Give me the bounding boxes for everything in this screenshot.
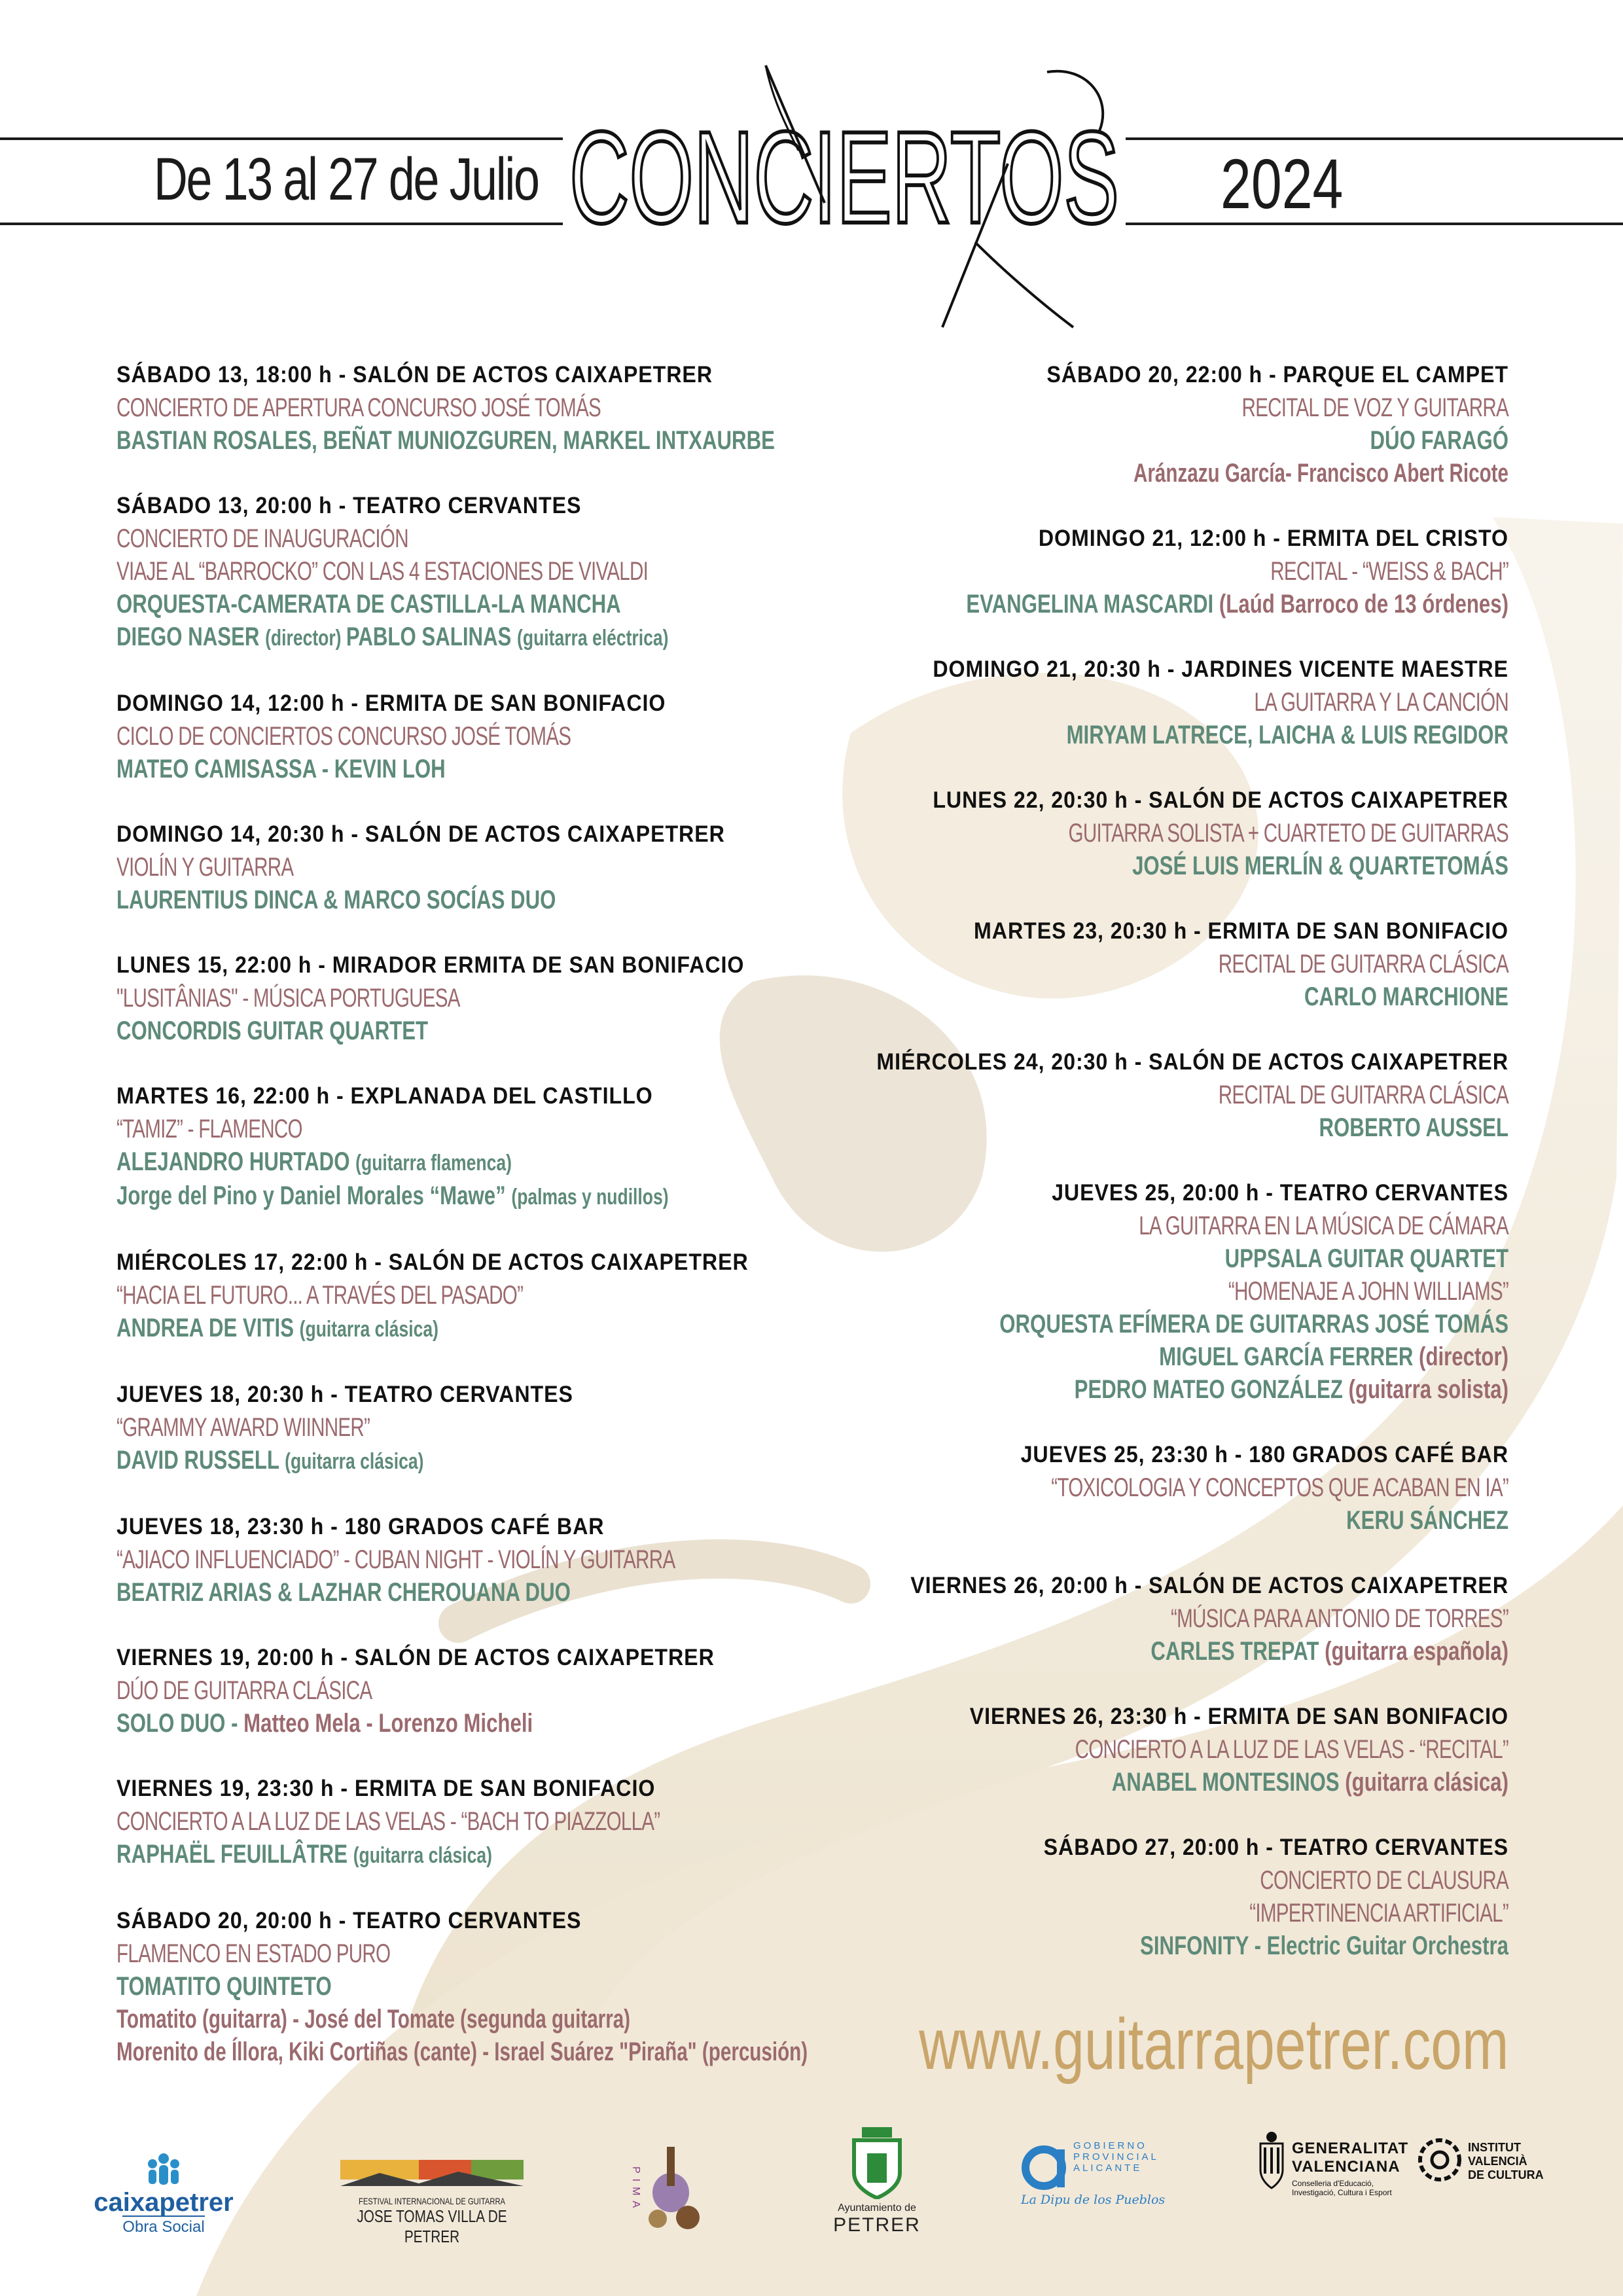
sponsor-pima [628,2140,713,2235]
date-range: De 13 al 27 de Julio [154,146,539,213]
event-line-art [116,588,760,620]
event-text-segment: (director) [1419,1342,1508,1371]
event-line-ttl [116,1113,726,1145]
event-line-ttl [116,1805,726,1838]
event-text-segment: MIGUEL GARCÍA FERRER [1159,1342,1419,1371]
program-column-right [684,359,1508,1995]
petrer-name: PETRER [833,2214,921,2236]
event-text-segment: (guitarra clásica) [353,1843,492,1868]
event-text-segment: (director) [265,626,346,651]
event-line-ppl [116,2003,726,2036]
event-text-segment: CARLES TREPAT [1150,1637,1325,1666]
event-line-art [865,1504,1508,1537]
event-block [684,653,1508,751]
pima-name: PIMA [630,2166,641,2214]
event-header: JUEVES 18, 20:30 h - TEATRO CERVANTES [116,1382,573,1407]
event-block [684,784,1508,882]
event-text-segment: RAPHAËL FEUILLÂTRE [116,1840,353,1869]
event-text-segment: (palmas y nudillos) [511,1185,669,1210]
event-line-ppl [116,2036,808,2068]
event-header: DOMINGO 21, 12:00 h - ERMITA DEL CRISTO [1038,526,1508,551]
event-line-ttl [116,522,726,555]
event-text-segment: KERU SÁNCHEZ [1346,1506,1508,1535]
event-block [684,1831,1508,1962]
event-text-segment: “HOMENAJE A JOHN WILLIAMS” [1228,1277,1508,1306]
pima-guitar-figure-icon [632,2140,710,2232]
event-header: DOMINGO 14, 12:00 h - ERMITA DE SAN BONIFACIO [116,691,666,716]
event-header: MIÉRCOLES 24, 20:30 h - SALÓN DE ACTOS CAIXAPETRER [876,1049,1508,1075]
event-text-segment: SINFONITY - [1140,1931,1267,1960]
event-line-ttl [899,948,1508,980]
event-text-segment: CONCIERTO DE APERTURA CONCURSO JOSÉ TOMÁS [116,393,601,422]
event-text-segment: JOSÉ LUIS MERLÍN & QUARTETOMÁS [1132,852,1508,880]
event-text-segment: CONCIERTO A LA LUZ DE LAS VELAS - “BACH TO PIAZZOLLA” [116,1807,660,1836]
event-line-ttl [899,1897,1508,1929]
event-line-ttl [116,1937,726,1970]
event-text-segment: CONCIERTO DE CLAUSURA [1260,1866,1508,1895]
ivc-circle-icon [1417,2137,1463,2183]
event-text-segment: (guitarra clásica) [299,1317,438,1342]
event-line-art [865,719,1508,751]
event-text-segment: PEDRO MATEO GONZÁLEZ [1074,1375,1349,1404]
event-text-segment: “AJIACO INFLUENCIADO” - CUBAN NIGHT - VIOLÍN Y GUITARRA [116,1545,675,1574]
event-line-art [116,1838,760,1872]
event-text-segment: “TAMIZ” - FLAMENCO [116,1115,302,1143]
event-line-art [865,424,1508,457]
conciertos-logo [550,59,1139,350]
event-text-segment: GUITARRA SOLISTA + CUARTETO DE GUITARRAS [1068,819,1508,848]
event-text-segment: LA GUITARRA Y LA CANCIÓN [1254,688,1508,717]
event-text-segment: ANABEL MONTESINOS [1111,1768,1346,1797]
event-line-ttl [899,1733,1508,1766]
event-text-segment: (guitarra flamenca) [355,1151,512,1175]
diputacion-line2: PROVINCIAL [1073,2151,1159,2162]
caixapetrer-people-icon [141,2153,187,2186]
event-text-segment: Jorge del Pino y Daniel Morales “Mawe” [116,1181,512,1210]
event-text-segment: (guitarra eléctrica) [517,626,669,651]
event-block [684,1439,1508,1537]
event-line-art [116,1444,760,1478]
ivc-line2: VALENCIÀ [1468,2155,1527,2168]
event-text-segment: VIOLÍN Y GUITARRA [116,853,294,882]
sponsor-festival [334,2160,530,2247]
event-header: JUEVES 25, 20:00 h - TEATRO CERVANTES [1052,1180,1508,1206]
event-year: 2024 [1221,144,1344,223]
event-line-art [865,1340,1508,1373]
event-header: LUNES 22, 20:30 h - SALÓN DE ACTOS CAIXAPETRER [933,787,1508,813]
event-line-art [865,850,1508,882]
event-line-art [865,1111,1508,1144]
event-line-art [116,1312,760,1346]
event-text-segment: RECITAL DE GUITARRA CLÁSICA [1218,1081,1508,1109]
event-text-segment: ORQUESTA EFÍMERA DE GUITARRAS JOSÉ TOMÁS [999,1310,1508,1338]
event-text-segment: EVANGELINA MASCARDI [966,590,1219,619]
event-line-ttl [899,817,1508,850]
event-text-segment: (guitarra española) [1325,1637,1508,1666]
event-header: SÁBADO 20, 20:00 h - TEATRO CERVANTES [116,1908,582,1933]
event-line-ttl [899,1864,1508,1897]
event-line-ttl [116,982,726,1014]
generalitat-line1: GENERALITAT [1292,2140,1409,2157]
generalitat-line4: Investigació, Cultura i Esport [1292,2188,1392,2197]
diputacion-logo-icon [1021,2140,1067,2193]
event-text-segment: (guitarra clásica) [285,1449,424,1474]
event-text-segment: MATEO CAMISASSA - KEVIN LOH [116,755,446,783]
sponsor-petrer [831,2127,923,2236]
diputacion-line1: GOBIERNO [1073,2140,1147,2151]
event-header: MARTES 23, 20:30 h - ERMITA DE SAN BONIFACIO [974,918,1508,944]
event-text-segment: RECITAL DE VOZ Y GUITARRA [1241,393,1508,422]
event-block [684,522,1508,620]
event-header: VIERNES 26, 23:30 h - ERMITA DE SAN BONIFACIO [969,1704,1508,1729]
event-line-art [865,980,1508,1013]
event-block [684,1177,1508,1406]
event-line-art [116,884,760,916]
event-line-art [865,1635,1508,1668]
event-header: JUEVES 18, 23:30 h - 180 GRADOS CAFÉ BAR [116,1514,605,1539]
event-text-segment: CONCORDIS GUITAR QUARTET [116,1016,429,1045]
event-line-art [116,1014,760,1047]
event-line-ttl [116,391,726,424]
generalitat-line2: VALENCIANA [1292,2158,1400,2176]
event-text-segment: DIEGO NASER [116,622,266,651]
event-header: VIERNES 26, 20:00 h - SALÓN DE ACTOS CAIXAPETRER [910,1573,1508,1598]
event-text-segment: SOLO DUO - [116,1709,244,1738]
event-text-segment: BEATRIZ ARIAS & LAZHAR CHEROUANA DUO [116,1578,571,1607]
event-text-segment: PABLO SALINAS [346,622,518,651]
caixapetrer-name: caixapetrer [94,2188,234,2217]
event-text-segment: UPPSALA GUITAR QUARTET [1224,1244,1508,1273]
event-line-ttl [116,720,726,753]
event-text-segment: RECITAL - “WEISS & BACH” [1270,557,1508,586]
event-line-ttl [116,1279,726,1312]
event-text-segment: "LUSITÂNIAS" - MÚSICA PORTUGUESA [116,984,460,1013]
event-text-segment: DÚO FARAGÓ [1370,426,1508,455]
diputacion-tagline: La Dipu de los Pueblos [1021,2193,1166,2207]
event-line-ttl [116,555,726,588]
festival-landscape-icon [340,2160,524,2193]
event-line-ttl [116,1411,726,1444]
sponsor-caixapetrer [92,2153,236,2236]
event-text-segment: ALEJANDRO HURTADO [116,1147,356,1176]
event-text-segment: BASTIAN ROSALES, BEÑAT MUNIOZGUREN, MARKEL INTXAURBE [116,426,775,455]
event-text-segment: (guitarra clásica) [1345,1768,1508,1797]
event-text-segment: DÚO DE GUITARRA CLÁSICA [116,1676,372,1705]
event-text-segment: TOMATITO QUINTETO [116,1972,332,2001]
event-header: JUEVES 25, 23:30 h - 180 GRADOS CAFÉ BAR [1020,1442,1508,1467]
event-header: SÁBADO 13, 20:00 h - TEATRO CERVANTES [116,493,582,518]
event-block [684,359,1508,490]
event-block [684,1700,1508,1799]
event-header: MARTES 16, 22:00 h - EXPLANADA DEL CASTILLO [116,1083,653,1109]
event-text-segment: DAVID RUSSELL [116,1446,285,1475]
petrer-sub: Ayuntamiento de [838,2202,916,2214]
event-line-ttl [899,1275,1508,1308]
event-line-art [116,1576,760,1609]
event-text-segment: LA GUITARRA EN LA MÚSICA DE CÁMARA [1139,1211,1508,1240]
diputacion-line3: ALICANTE [1073,2162,1143,2174]
petrer-coat-of-arms-icon [847,2127,906,2199]
event-line-art [865,1929,1508,1962]
event-block [684,915,1508,1013]
event-text-segment: Electric Guitar Orchestra [1266,1931,1508,1960]
event-text-segment: Matteo Mela - Lorenzo Micheli [243,1709,533,1738]
event-header: VIERNES 19, 20:00 h - SALÓN DE ACTOS CAIXAPETRER [116,1645,715,1670]
event-text-segment: Aránzazu García- Francisco Abert Ricote [1133,459,1508,488]
event-text-segment: “MÚSICA PARA ANTONIO DE TORRES” [1170,1604,1508,1633]
website-url[interactable]: www.guitarrapetrer.com [918,2004,1508,2085]
festival-line1: FESTIVAL INTERNACIONAL DE GUITARRA [358,2196,506,2206]
caixapetrer-sub: Obra Social [122,2215,204,2236]
event-line-ttl [116,1674,726,1707]
event-header: DOMINGO 14, 20:30 h - SALÓN DE ACTOS CAIXAPETRER [116,821,725,847]
event-text-segment: Morenito de Íllora, Kiki Cortiñas (cante) - Israel Suárez "Piraña" (percusión) [116,2037,808,2066]
event-header: SÁBADO 20, 22:00 h - PARQUE EL CAMPET [1046,362,1508,387]
event-line-art [116,424,775,457]
event-block [684,1570,1508,1668]
generalitat-crest-icon [1257,2130,1287,2189]
event-line-art [116,753,760,785]
event-header: SÁBADO 13, 18:00 h - SALÓN DE ACTOS CAIXAPETRER [116,362,713,387]
event-line-art [116,1970,760,2003]
event-line-ttl [899,391,1508,424]
event-line-art [116,1179,760,1213]
event-text-segment: “IMPERTINENCIA ARTIFICIAL” [1249,1899,1508,1928]
event-text-segment: LAURENTIUS DINCA & MARCO SOCÍAS DUO [116,886,556,914]
event-line-ttl [899,1471,1508,1504]
event-text-segment: CARLO MARCHIONE [1304,982,1508,1011]
festival-line2: JOSE TOMAS VILLA DE PETRER [357,2206,507,2246]
event-line-ppl [899,457,1508,490]
event-text-segment: RECITAL DE GUITARRA CLÁSICA [1218,950,1508,978]
event-line-ttl [899,686,1508,719]
event-line-art [865,1766,1508,1799]
ivc-line3: DE CULTURA [1468,2168,1544,2181]
event-line-art [865,588,1508,620]
event-line-art [865,1308,1508,1340]
event-text-segment: ORQUESTA-CAMERATA DE CASTILLA-LA MANCHA [116,590,621,619]
event-line-ttl [899,555,1508,588]
sponsor-diputacion [1021,2140,1178,2207]
event-text-segment: CICLO DE CONCIERTOS CONCURSO JOSÉ TOMÁS [116,722,571,751]
event-header: DOMINGO 21, 20:30 h - JARDINES VICENTE MAESTRE [933,656,1508,682]
event-line-art [116,620,760,655]
event-text-segment: ANDREA DE VITIS [116,1314,300,1342]
event-line-ttl [116,1543,726,1576]
event-header: LUNES 15, 22:00 h - MIRADOR ERMITA DE SAN BONIFACIO [116,952,745,978]
event-line-art [116,1145,760,1179]
event-text-segment: “TOXICOLOGIA Y CONCEPTOS QUE ACABAN EN IA” [1051,1473,1508,1502]
event-line-ttl [899,1079,1508,1111]
generalitat-line3: Conselleria d'Educació, [1292,2179,1374,2188]
event-text-segment: MIRYAM LATRECE, LAICHA & LUIS REGIDOR [1066,721,1508,749]
event-text-segment: CONCIERTO DE INAUGURACIÓN [116,524,408,553]
ivc-line1: INSTITUT [1468,2141,1521,2154]
event-header: VIERNES 19, 23:30 h - ERMITA DE SAN BONIFACIO [116,1776,656,1801]
event-text-segment: ROBERTO AUSSEL [1319,1113,1508,1142]
conciertos-logo-text: CONCIERTOS [569,105,1119,251]
event-text-segment: (guitarra solista) [1348,1375,1508,1404]
event-line-ttl [899,1210,1508,1242]
event-line-ttl [116,851,726,884]
event-line-art [865,1242,1508,1275]
event-text-segment: Tomatito (guitarra) - José del Tomate (segunda guitarra) [116,2005,631,2034]
event-text-segment: FLAMENCO EN ESTADO PURO [116,1939,391,1968]
event-text-segment: (Laúd Barroco de 13 órdenes) [1219,590,1508,619]
event-text-segment: CONCIERTO A LA LUZ DE LAS VELAS - “RECITAL” [1075,1735,1508,1764]
sponsor-ivc [1417,2137,1548,2183]
event-header: MIÉRCOLES 17, 22:00 h - SALÓN DE ACTOS CAIXAPETRER [116,1249,749,1275]
event-line-ttl [899,1602,1508,1635]
event-block [684,1046,1508,1144]
sponsor-generalitat [1257,2130,1414,2197]
event-line-art [116,1707,760,1740]
event-header: SÁBADO 27, 20:00 h - TEATRO CERVANTES [1043,1835,1508,1860]
event-line-art [865,1373,1508,1406]
event-text-segment: “HACIA EL FUTURO... A TRAVÉS DEL PASADO” [116,1281,524,1310]
event-text-segment: VIAJE AL “BARROCKO” CON LAS 4 ESTACIONES DE VIVALDI [116,557,649,586]
event-text-segment: “GRAMMY AWARD WIINNER” [116,1413,370,1442]
